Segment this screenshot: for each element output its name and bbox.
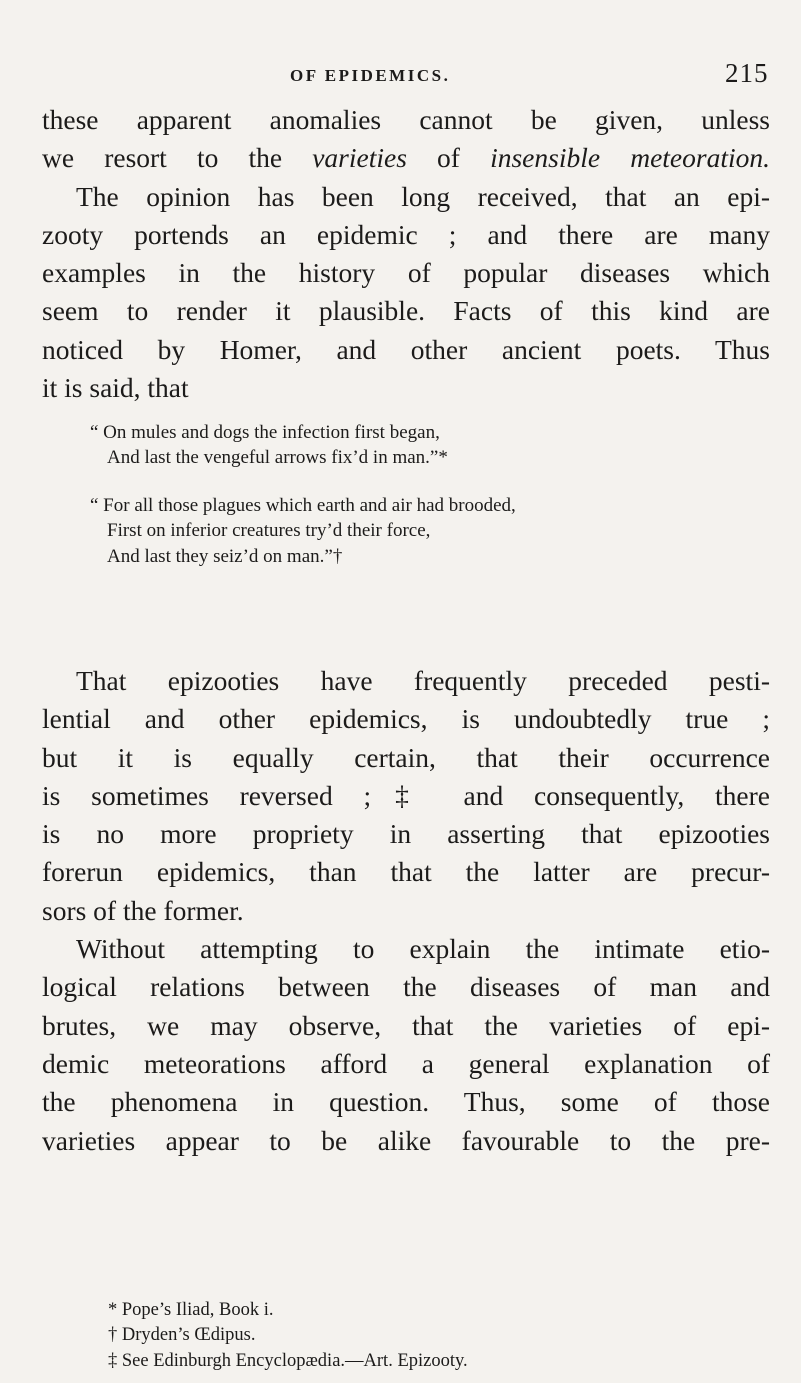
footnote: ‡ See Edinburgh Encyclopædia.—Art. Epizooty.: [108, 1350, 468, 1371]
text-line: lential and other epidemics, is undoubtedly true ;: [42, 703, 770, 735]
verse-line: And last the vengeful arrows fix’d in man.”*: [107, 447, 448, 469]
text-line: logical relations between the diseases of man and: [42, 971, 770, 1003]
text-line: demic meteorations afford a general explanation of: [42, 1047, 770, 1079]
text-line: but it is equally certain, that their occurrence: [42, 741, 770, 773]
text-line: the phenomena in question. Thus, some of those: [42, 1086, 770, 1118]
verse-line: First on inferior creatures try’d their force,: [107, 520, 431, 542]
text-line: forerun epidemics, than that the latter are precur-: [42, 856, 770, 888]
footnote: † Dryden’s Œdipus.: [108, 1325, 256, 1346]
text-fragment: we resort to the: [42, 142, 313, 174]
verse-line: “ On mules and dogs the infection first began,: [90, 422, 440, 443]
verse-line: “ For all those plagues which earth and air had brooded,: [90, 495, 516, 516]
text-line: noticed by Homer, and other ancient poets. Thus: [42, 333, 770, 365]
text-fragment: of: [406, 142, 491, 174]
running-title: OF EPIDEMICS.: [290, 66, 451, 85]
text-line: examples in the history of popular diseases which: [42, 257, 770, 289]
text-line: varieties appear to be alike favourable to the pre-: [42, 1124, 770, 1156]
text-line-italic: [42, 139, 770, 177]
text-line: it is said, that: [42, 372, 189, 404]
text-line: these apparent anomalies cannot be given, unless: [42, 104, 770, 135]
paragraph-2-and-3: [42, 662, 770, 1160]
text-line: sors of the former.: [42, 894, 244, 926]
text-line: is no more propriety in asserting that epizooties: [42, 818, 770, 850]
verse-line: And last they seiz’d on man.”†: [107, 545, 343, 567]
italic-term: insensible meteoration.: [490, 142, 770, 174]
text-line: is sometimes reversed ;‡ and consequently, there: [42, 779, 770, 811]
verse-quote-1: [90, 420, 750, 471]
text-line: That epizooties have frequently preceded pesti-: [76, 665, 770, 696]
italic-term: varieties: [312, 142, 407, 174]
paragraph-1: [42, 101, 770, 407]
text-line: zooty portends an epidemic ; and there are many: [42, 218, 770, 250]
text-line: Without attempting to explain the intimate etio-: [76, 933, 770, 965]
text-line: brutes, we may observe, that the varieties of epi-: [42, 1009, 770, 1041]
page-number: 215: [725, 58, 769, 88]
running-head: [0, 58, 801, 92]
text-line: seem to render it plausible. Facts of this kind are: [42, 295, 770, 327]
footnote: * Pope’s Iliad, Book i.: [108, 1300, 274, 1320]
text-line: The opinion has been long received, that an epi-: [76, 180, 770, 212]
verse-quote-2: [90, 493, 750, 569]
footnotes: [108, 1298, 748, 1374]
